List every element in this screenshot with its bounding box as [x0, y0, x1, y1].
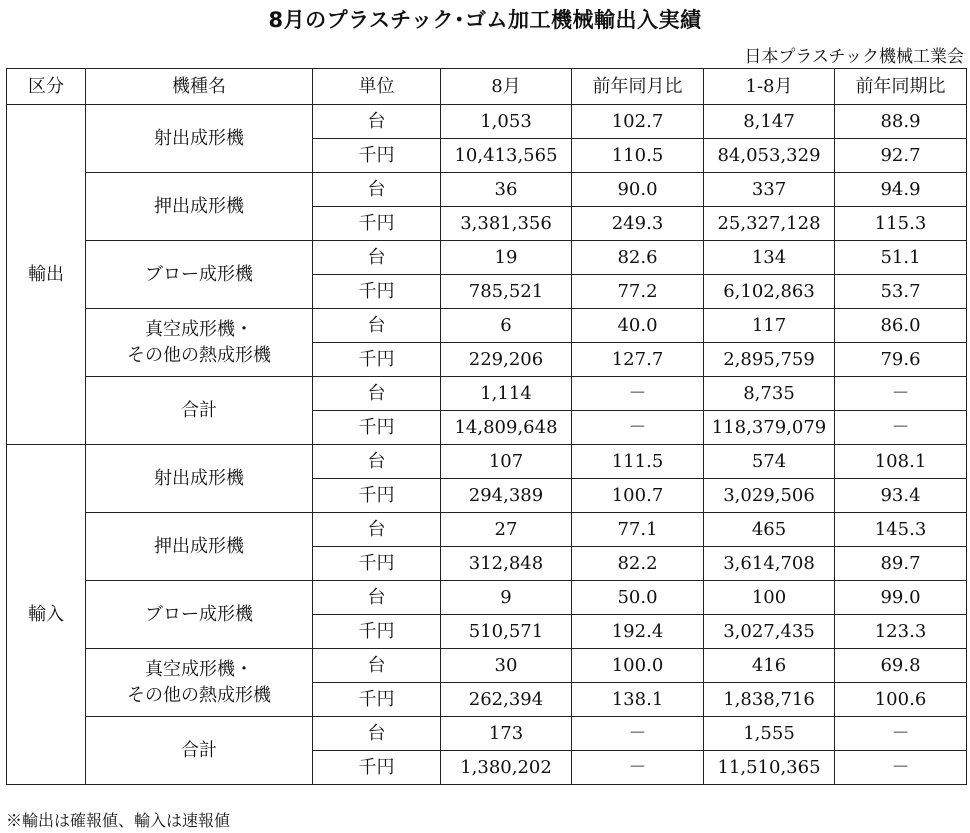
cumulative-value-cell: 416 [704, 649, 835, 683]
month-ratio-cell: 77.2 [572, 275, 704, 309]
month-value-cell: 173 [441, 717, 572, 751]
header-month: 8月 [441, 69, 572, 105]
table-row [7, 513, 967, 547]
month-ratio-cell: － [572, 411, 704, 445]
header-category: 区分 [7, 69, 86, 105]
cumulative-ratio-cell: 92.7 [835, 139, 967, 173]
machine-name-cell [86, 377, 313, 445]
machine-name: ブロー成形機 [145, 603, 253, 625]
cumulative-ratio-cell: 86.0 [835, 309, 967, 343]
header-cumulative: 1-8月 [704, 69, 835, 105]
cumulative-ratio-cell: 94.9 [835, 173, 967, 207]
table-row [7, 377, 967, 411]
unit-cell: 台 [313, 309, 441, 343]
cumulative-value-cell: 84,053,329 [704, 139, 835, 173]
cumulative-value-cell: 8,735 [704, 377, 835, 411]
machine-name-cell [86, 445, 313, 513]
month-ratio-cell: 40.0 [572, 309, 704, 343]
cumulative-ratio-cell: 79.6 [835, 343, 967, 377]
cumulative-value-cell: 11,510,365 [704, 751, 835, 785]
month-value-cell: 312,848 [441, 547, 572, 581]
month-ratio-cell: － [572, 751, 704, 785]
month-value-cell: 9 [441, 581, 572, 615]
machine-name-cell [86, 649, 313, 717]
machine-name: 押出成形機 [154, 535, 244, 557]
table-row [7, 173, 967, 207]
cumulative-value-cell: 337 [704, 173, 835, 207]
cumulative-value-cell: 465 [704, 513, 835, 547]
table-row [7, 105, 967, 139]
month-value-cell: 30 [441, 649, 572, 683]
category-cell: 輸入 [7, 445, 86, 785]
cumulative-ratio-cell: 53.7 [835, 275, 967, 309]
cumulative-value-cell: 134 [704, 241, 835, 275]
cumulative-ratio-cell: 100.6 [835, 683, 967, 717]
cumulative-value-cell: 2,895,759 [704, 343, 835, 377]
month-value-cell: 229,206 [441, 343, 572, 377]
unit-cell: 千円 [313, 275, 441, 309]
machine-name: ブロー成形機 [145, 263, 253, 285]
trade-table [6, 68, 967, 785]
cumulative-value-cell: 1,555 [704, 717, 835, 751]
header-unit: 単位 [313, 69, 441, 105]
month-value-cell: 785,521 [441, 275, 572, 309]
month-value-cell: 510,571 [441, 615, 572, 649]
month-ratio-cell: 138.1 [572, 683, 704, 717]
machine-name: 押出成形機 [154, 195, 244, 217]
cumulative-ratio-cell: － [835, 411, 967, 445]
month-value-cell: 3,381,356 [441, 207, 572, 241]
month-value-cell: 36 [441, 173, 572, 207]
month-value-cell: 14,809,648 [441, 411, 572, 445]
unit-cell: 千円 [313, 343, 441, 377]
month-ratio-cell: 50.0 [572, 581, 704, 615]
cumulative-ratio-cell: 88.9 [835, 105, 967, 139]
cumulative-value-cell: 1,838,716 [704, 683, 835, 717]
machine-name-cell [86, 513, 313, 581]
month-ratio-cell: 249.3 [572, 207, 704, 241]
unit-cell: 台 [313, 581, 441, 615]
month-value-cell: 27 [441, 513, 572, 547]
cumulative-value-cell: 6,102,863 [704, 275, 835, 309]
machine-name: 合計 [181, 399, 217, 421]
month-ratio-cell: 82.6 [572, 241, 704, 275]
table-row [7, 717, 967, 751]
month-value-cell: 10,413,565 [441, 139, 572, 173]
cumulative-ratio-cell: 108.1 [835, 445, 967, 479]
unit-cell: 台 [313, 513, 441, 547]
table-row [7, 581, 967, 615]
unit-cell: 台 [313, 445, 441, 479]
table-row [7, 241, 967, 275]
publisher-name: 日本プラスチック機械工業会 [744, 47, 964, 67]
month-ratio-cell: － [572, 377, 704, 411]
unit-cell: 千円 [313, 751, 441, 785]
month-value-cell: 1,380,202 [441, 751, 572, 785]
cumulative-ratio-cell: － [835, 377, 967, 411]
cumulative-ratio-cell: － [835, 751, 967, 785]
month-ratio-cell: 111.5 [572, 445, 704, 479]
unit-cell: 千円 [313, 207, 441, 241]
category-cell: 輸出 [7, 105, 86, 445]
cumulative-ratio-cell: 145.3 [835, 513, 967, 547]
unit-cell: 台 [313, 241, 441, 275]
month-ratio-cell: 77.1 [572, 513, 704, 547]
cumulative-ratio-cell: 69.8 [835, 649, 967, 683]
month-ratio-cell: 100.7 [572, 479, 704, 513]
table-body [7, 105, 967, 785]
machine-name-cell [86, 309, 313, 377]
month-ratio-cell: 100.0 [572, 649, 704, 683]
machine-name-cell [86, 173, 313, 241]
cumulative-value-cell: 25,327,128 [704, 207, 835, 241]
cumulative-ratio-cell: 115.3 [835, 207, 967, 241]
unit-cell: 千円 [313, 411, 441, 445]
unit-cell: 千円 [313, 547, 441, 581]
cumulative-ratio-cell: － [835, 717, 967, 751]
header-month-ratio: 前年同月比 [572, 69, 704, 105]
cumulative-value-cell: 117 [704, 309, 835, 343]
cumulative-ratio-cell: 99.0 [835, 581, 967, 615]
month-value-cell: 294,389 [441, 479, 572, 513]
month-ratio-cell: － [572, 717, 704, 751]
month-value-cell: 1,053 [441, 105, 572, 139]
unit-cell: 千円 [313, 615, 441, 649]
header-cumulative-ratio: 前年同期比 [835, 69, 967, 105]
cumulative-value-cell: 574 [704, 445, 835, 479]
cumulative-ratio-cell: 51.1 [835, 241, 967, 275]
unit-cell: 台 [313, 105, 441, 139]
cumulative-value-cell: 100 [704, 581, 835, 615]
cumulative-value-cell: 3,027,435 [704, 615, 835, 649]
month-ratio-cell: 82.2 [572, 547, 704, 581]
month-ratio-cell: 110.5 [572, 139, 704, 173]
unit-cell: 台 [313, 717, 441, 751]
table-row [7, 445, 967, 479]
cumulative-value-cell: 3,614,708 [704, 547, 835, 581]
table-row [7, 649, 967, 683]
cumulative-ratio-cell: 123.3 [835, 615, 967, 649]
month-ratio-cell: 192.4 [572, 615, 704, 649]
machine-name: 射出成形機 [154, 467, 244, 489]
cumulative-ratio-cell: 89.7 [835, 547, 967, 581]
month-ratio-cell: 102.7 [572, 105, 704, 139]
month-ratio-cell: 127.7 [572, 343, 704, 377]
unit-cell: 千円 [313, 683, 441, 717]
unit-cell: 台 [313, 173, 441, 207]
month-value-cell: 1,114 [441, 377, 572, 411]
page-title: 8月のプラスチック･ゴム加工機械輸出入実績 [268, 8, 702, 32]
cumulative-value-cell: 3,029,506 [704, 479, 835, 513]
month-value-cell: 262,394 [441, 683, 572, 717]
footnote: ※輸出は確報値、輸入は速報値 [6, 811, 231, 830]
cumulative-ratio-cell: 93.4 [835, 479, 967, 513]
machine-name-cell [86, 105, 313, 173]
machine-name: 合計 [181, 739, 217, 761]
month-value-cell: 6 [441, 309, 572, 343]
unit-cell: 台 [313, 649, 441, 683]
month-value-cell: 107 [441, 445, 572, 479]
cumulative-value-cell: 8,147 [704, 105, 835, 139]
unit-cell: 台 [313, 377, 441, 411]
unit-cell: 千円 [313, 479, 441, 513]
machine-name-line2: その他の熱成形機 [127, 344, 271, 366]
machine-name: 射出成形機 [154, 127, 244, 149]
month-ratio-cell: 90.0 [572, 173, 704, 207]
machine-name: 真空成形機・ [145, 318, 253, 340]
machine-name-line2: その他の熱成形機 [127, 684, 271, 706]
header-machine: 機種名 [86, 69, 313, 105]
header-row [7, 69, 967, 105]
machine-name-cell [86, 581, 313, 649]
machine-name: 真空成形機・ [145, 658, 253, 680]
table-row [7, 309, 967, 343]
month-value-cell: 19 [441, 241, 572, 275]
cumulative-value-cell: 118,379,079 [704, 411, 835, 445]
machine-name-cell [86, 241, 313, 309]
unit-cell: 千円 [313, 139, 441, 173]
machine-name-cell [86, 717, 313, 785]
